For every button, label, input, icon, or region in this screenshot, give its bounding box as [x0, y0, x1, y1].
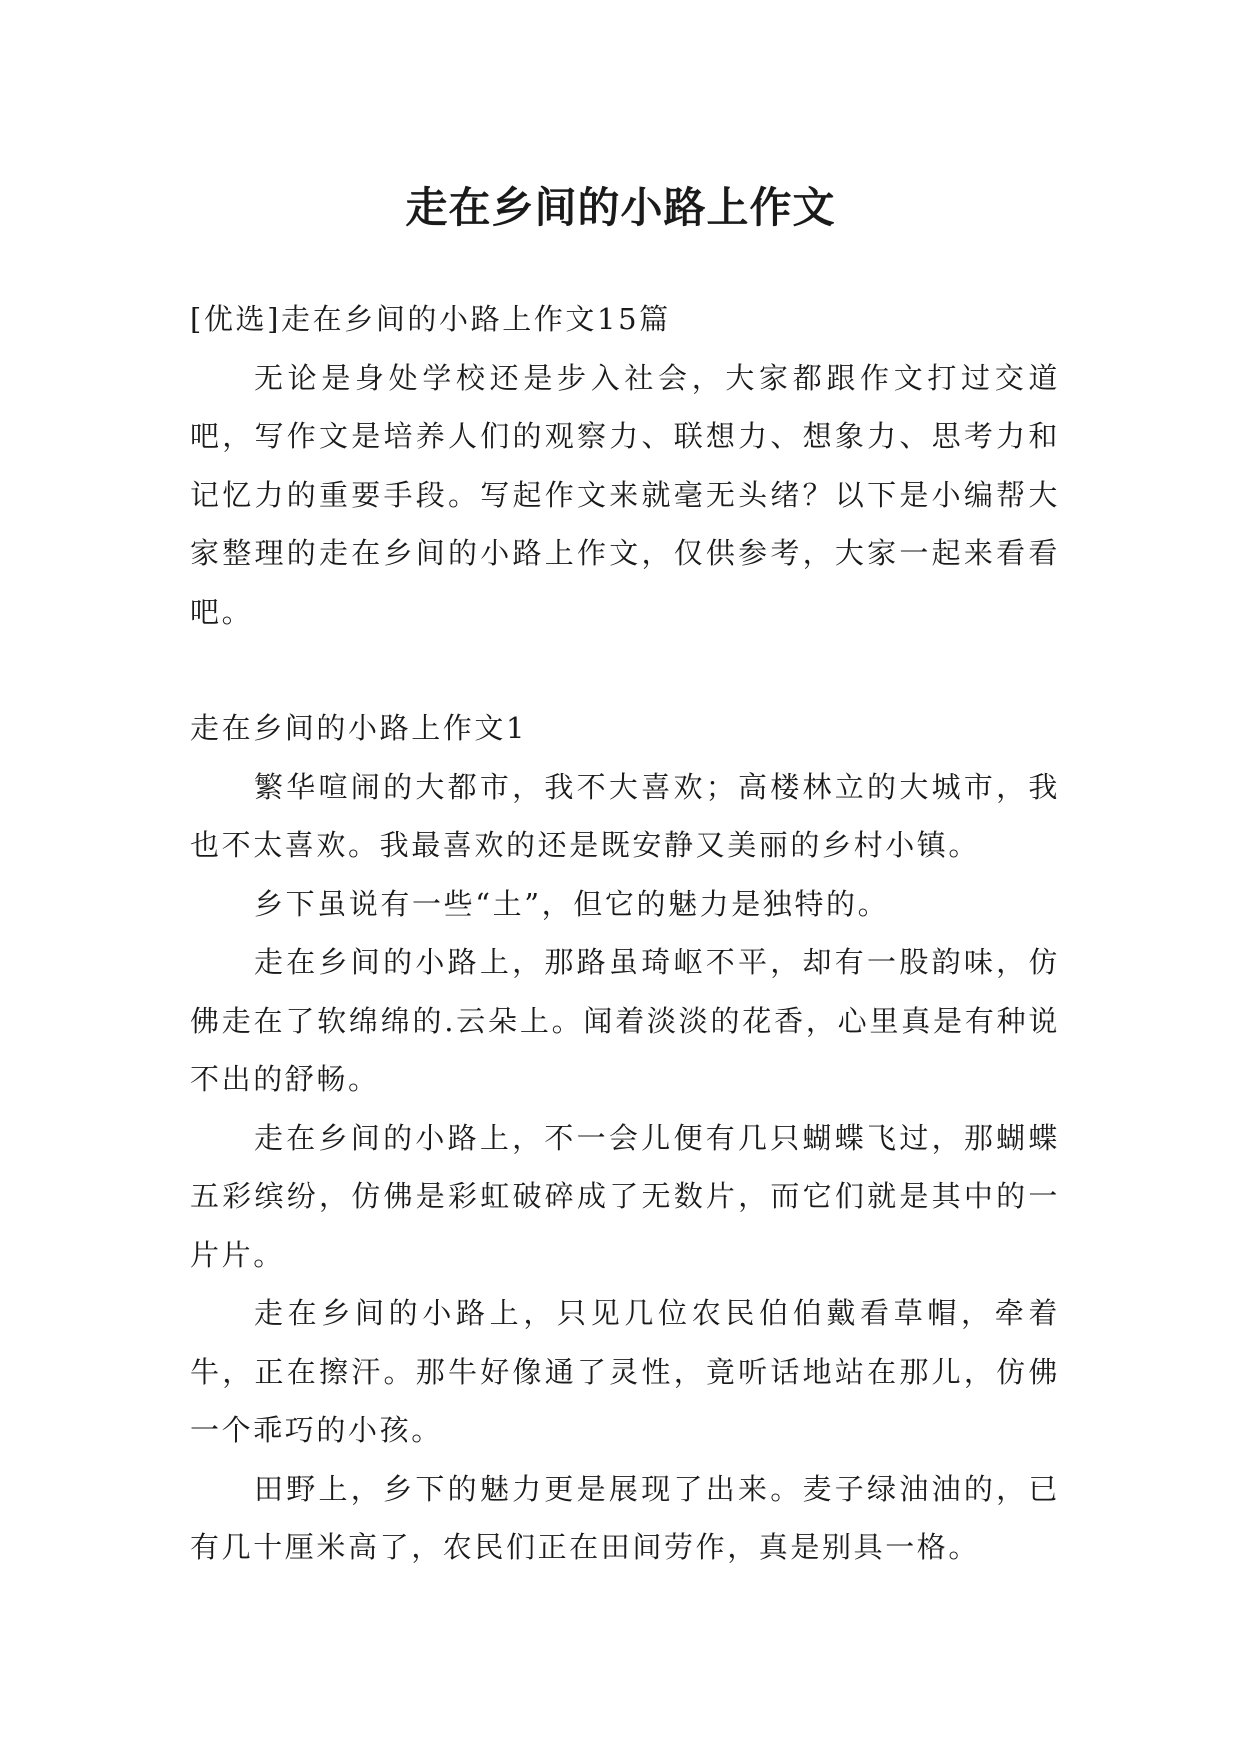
intro-paragraph: 无论是身处学校还是步入社会，大家都跟作文打过交道吧，写作文是培养人们的观察力、联想力、想象力、思考力和记忆力的重要手段。写起作文来就毫无头绪？以下是小编帮大家整理的走在乡间的小路上作文，仅供参考，大家一起来看看吧。 — [190, 360, 1060, 629]
document-subtitle: [优选]走在乡间的小路上作文15篇 — [190, 302, 671, 336]
body-paragraph: 田野上，乡下的魅力更是展现了出来。麦子绿油油的，已有几十厘米高了，农民们正在田间劳作，真是别具一格。 — [190, 1471, 1060, 1564]
body-paragraph: 走在乡间的小路上，那路虽琦岖不平，却有一股韵味，仿佛走在了软绵绵的.云朵上。闻着淡淡的花香，心里真是有种说不出的舒畅。 — [190, 945, 1060, 1096]
body-paragraph: 繁华喧闹的大都市，我不大喜欢；高楼林立的大城市，我也不太喜欢。我最喜欢的还是既安静又美丽的乡村小镇。 — [190, 769, 1060, 862]
body-paragraph: 走在乡间的小路上，不一会儿便有几只蝴蝶飞过，那蝴蝶五彩缤纷，仿佛是彩虹破碎成了无数片，而它们就是其中的一片片。 — [190, 1120, 1060, 1272]
document-title: 走在乡间的小路上作文 — [405, 183, 836, 233]
document-body — [190, 290, 1060, 1577]
body-paragraph: 乡下虽说有一些“土”，但它的魅力是独特的。 — [254, 886, 890, 921]
body-paragraph: 走在乡间的小路上，只见几位农民伯伯戴看草帽，牵着牛，正在擦汗。那牛好像通了灵性，竟听话地站在那儿，仿佛一个乖巧的小孩。 — [190, 1296, 1060, 1447]
section-heading: 走在乡间的小路上作文1 — [190, 711, 528, 745]
section-spacer — [190, 641, 1060, 699]
